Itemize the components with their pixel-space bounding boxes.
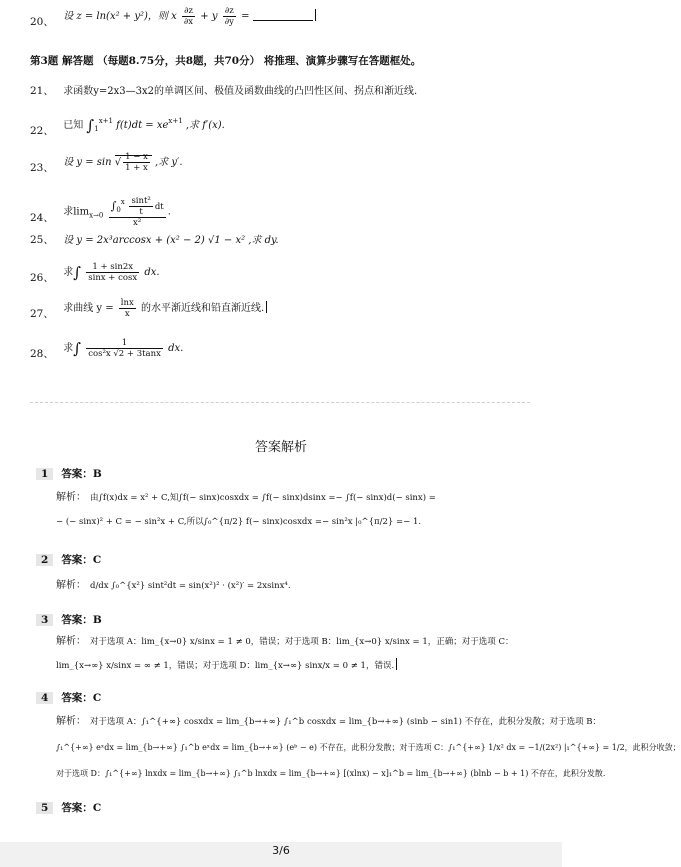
answer-number: 5 [36, 802, 53, 814]
question-21 [30, 84, 417, 99]
text-cursor [315, 9, 316, 21]
fraction: $\frac{\ln x}{x}$ [120, 298, 134, 319]
answer-number: 3 [36, 614, 53, 626]
answer-blank[interactable] [253, 20, 313, 21]
question-23: 23、 设 y = sin √ $\frac{1 - x}{1 + x}$ ,求 y′. [30, 152, 183, 174]
question-text: 设 z = ln(x² + y²)，则 x [63, 11, 177, 22]
question-text: 求函数y=2x3—3x2的单调区间、极值及函数曲线的凸凹性区间、拐点和渐近线. [63, 86, 418, 97]
answer-5: 5 答案：C [36, 800, 101, 815]
answer-2: 2 答案：C [36, 552, 101, 567]
explanation-3: 解析： 对于选项 A：lim_{x→0} x/sinx = 1 ≠ 0，错误；对于选项 B：lim_{x→0} x/sinx = 1，正确；对于选项 C： [56, 636, 514, 647]
text-cursor [396, 658, 397, 670]
answer-3: 3 答案：B [36, 612, 102, 627]
sqrt: √ $\frac{1 - x}{1 + x}$ [115, 155, 152, 168]
question-25 [30, 233, 279, 248]
explanation-4-line-2: ∫₁^{+∞} eˣdx = lim_{b→+∞} ∫₁^b eˣdx = lim_{b→+∞} (eᵇ − e) 不存在，此积分发散；对于选项 C：∫₁^{+∞} 1/x² dx = −1/(2x²) |₁^{+∞} = 1/2，此积分收敛； [56, 743, 681, 752]
question-text: 设 y = 2x³arccosx + (x² − 2) √1 − x² ,求 dy. [63, 235, 279, 246]
fraction: $\frac{1}{\text{cos²x √2 + 3tanx}}$ [88, 338, 161, 359]
question-20: 20、 设 z = ln(x² + y²)，则 x $\frac{\partial z}{\partial x}$ + y $\frac{\partial z}{\partial y}$ = [30, 12, 316, 33]
question-22: 22、 已知 $\int_1^{x+1}$ $f(t)dt = xe^{x+1}$ ,求 f′(x). [30, 116, 225, 137]
question-number: 26、 [30, 272, 54, 284]
explanation-3-line-2: lim_{x→∞} x/sinx = ∞ ≠ 1，错误；对于选项 D：lim_{x→∞} sinx/x = 0 ≠ 1，错误. [56, 658, 397, 672]
fraction: $\frac{\partial z}{\partial x}$ [183, 6, 194, 27]
question-26: 26、 求∫ $\frac{1 + \sin 2x}{\sin x + \cos x}$ dx. [30, 262, 160, 284]
section-title: 第3题 解答题 （每题8.75分，共8题，共70分） 将推理、演算步骤写在答题框处。 [30, 55, 422, 67]
question-number: 23、 [30, 162, 54, 174]
question-number: 28、 [30, 348, 54, 360]
explanation-1-line-2: − (− sinx)² + C = − sin²x + C,所以∫₀^{π/2} f(− sinx)cosxdx =− sin²x |₀^{π/2} =− 1. [56, 517, 422, 527]
answer-number: 4 [36, 692, 53, 704]
text-cursor [266, 301, 267, 313]
page-number: 3/6 [0, 842, 562, 867]
integral-sign: ∫ [86, 116, 95, 135]
question-number: 20、 [30, 16, 54, 28]
answer-number: 1 [36, 468, 53, 480]
answer-number: 2 [36, 554, 53, 566]
fraction: $\frac{\partial z}{\partial y}$ [224, 6, 234, 27]
question-27: 27、 求曲线 y = $\frac{\ln x}{x}$ 的水平渐近线和铅直渐近线. [30, 304, 267, 325]
explanation-4: 解析： 对于选项 A：∫₁^{+∞} cosxdx = lim_{b→+∞} ∫₁^b cosxdx = lim_{b→+∞} (sinb − sin1) 不存在，此积分发散；对于选项 B： [56, 716, 602, 727]
answer-1: 1 答案：B [36, 466, 102, 481]
question-number: 24、 [30, 211, 54, 224]
question-24: 24、 求$\lim_{x\to 0}$ $\int_0^x$ $\frac{\text{sint²}}{t}$ dt x² . [30, 196, 171, 228]
question-number: 21、 [30, 85, 54, 97]
question-number: 27、 [30, 308, 54, 320]
question-number: 25、 [30, 234, 54, 246]
answers-title: 答案解析 [254, 440, 307, 455]
answer-4: 4 答案：C [36, 690, 101, 705]
fraction: $\int_0^x$ $\frac{\text{sint²}}{t}$ dt x² [110, 196, 164, 228]
page-divider [30, 402, 530, 403]
explanation-2: 解析： d/dx ∫₀^{x²} sint²dt = sin(x²)² · (x²)′ = 2xsinx⁴. [56, 580, 291, 591]
explanation-1: 解析： 由∫f(x)dx = x² + C,知∫f(− sinx)cosxdx = ∫f(− sinx)dsinx =− ∫f(− sinx)d(− sinx) = [56, 492, 436, 503]
fraction: $\frac{1 + \sin 2x}{\sin x + \cos x}$ [88, 262, 138, 283]
question-28: 28、 求∫ $\frac{1}{\text{cos²x √2 + 3tanx}}$ dx. [30, 338, 184, 360]
question-number: 22、 [30, 125, 54, 137]
explanation-4-line-3: 对于选项 D：∫₁^{+∞} lnxdx = lim_{b→+∞} ∫₁^b lnxdx = lim_{b→+∞} [(xlnx) − x]₁^b = lim_{b→+∞} (blnb − b + 1) 不存在，此积分发散. [56, 769, 606, 778]
